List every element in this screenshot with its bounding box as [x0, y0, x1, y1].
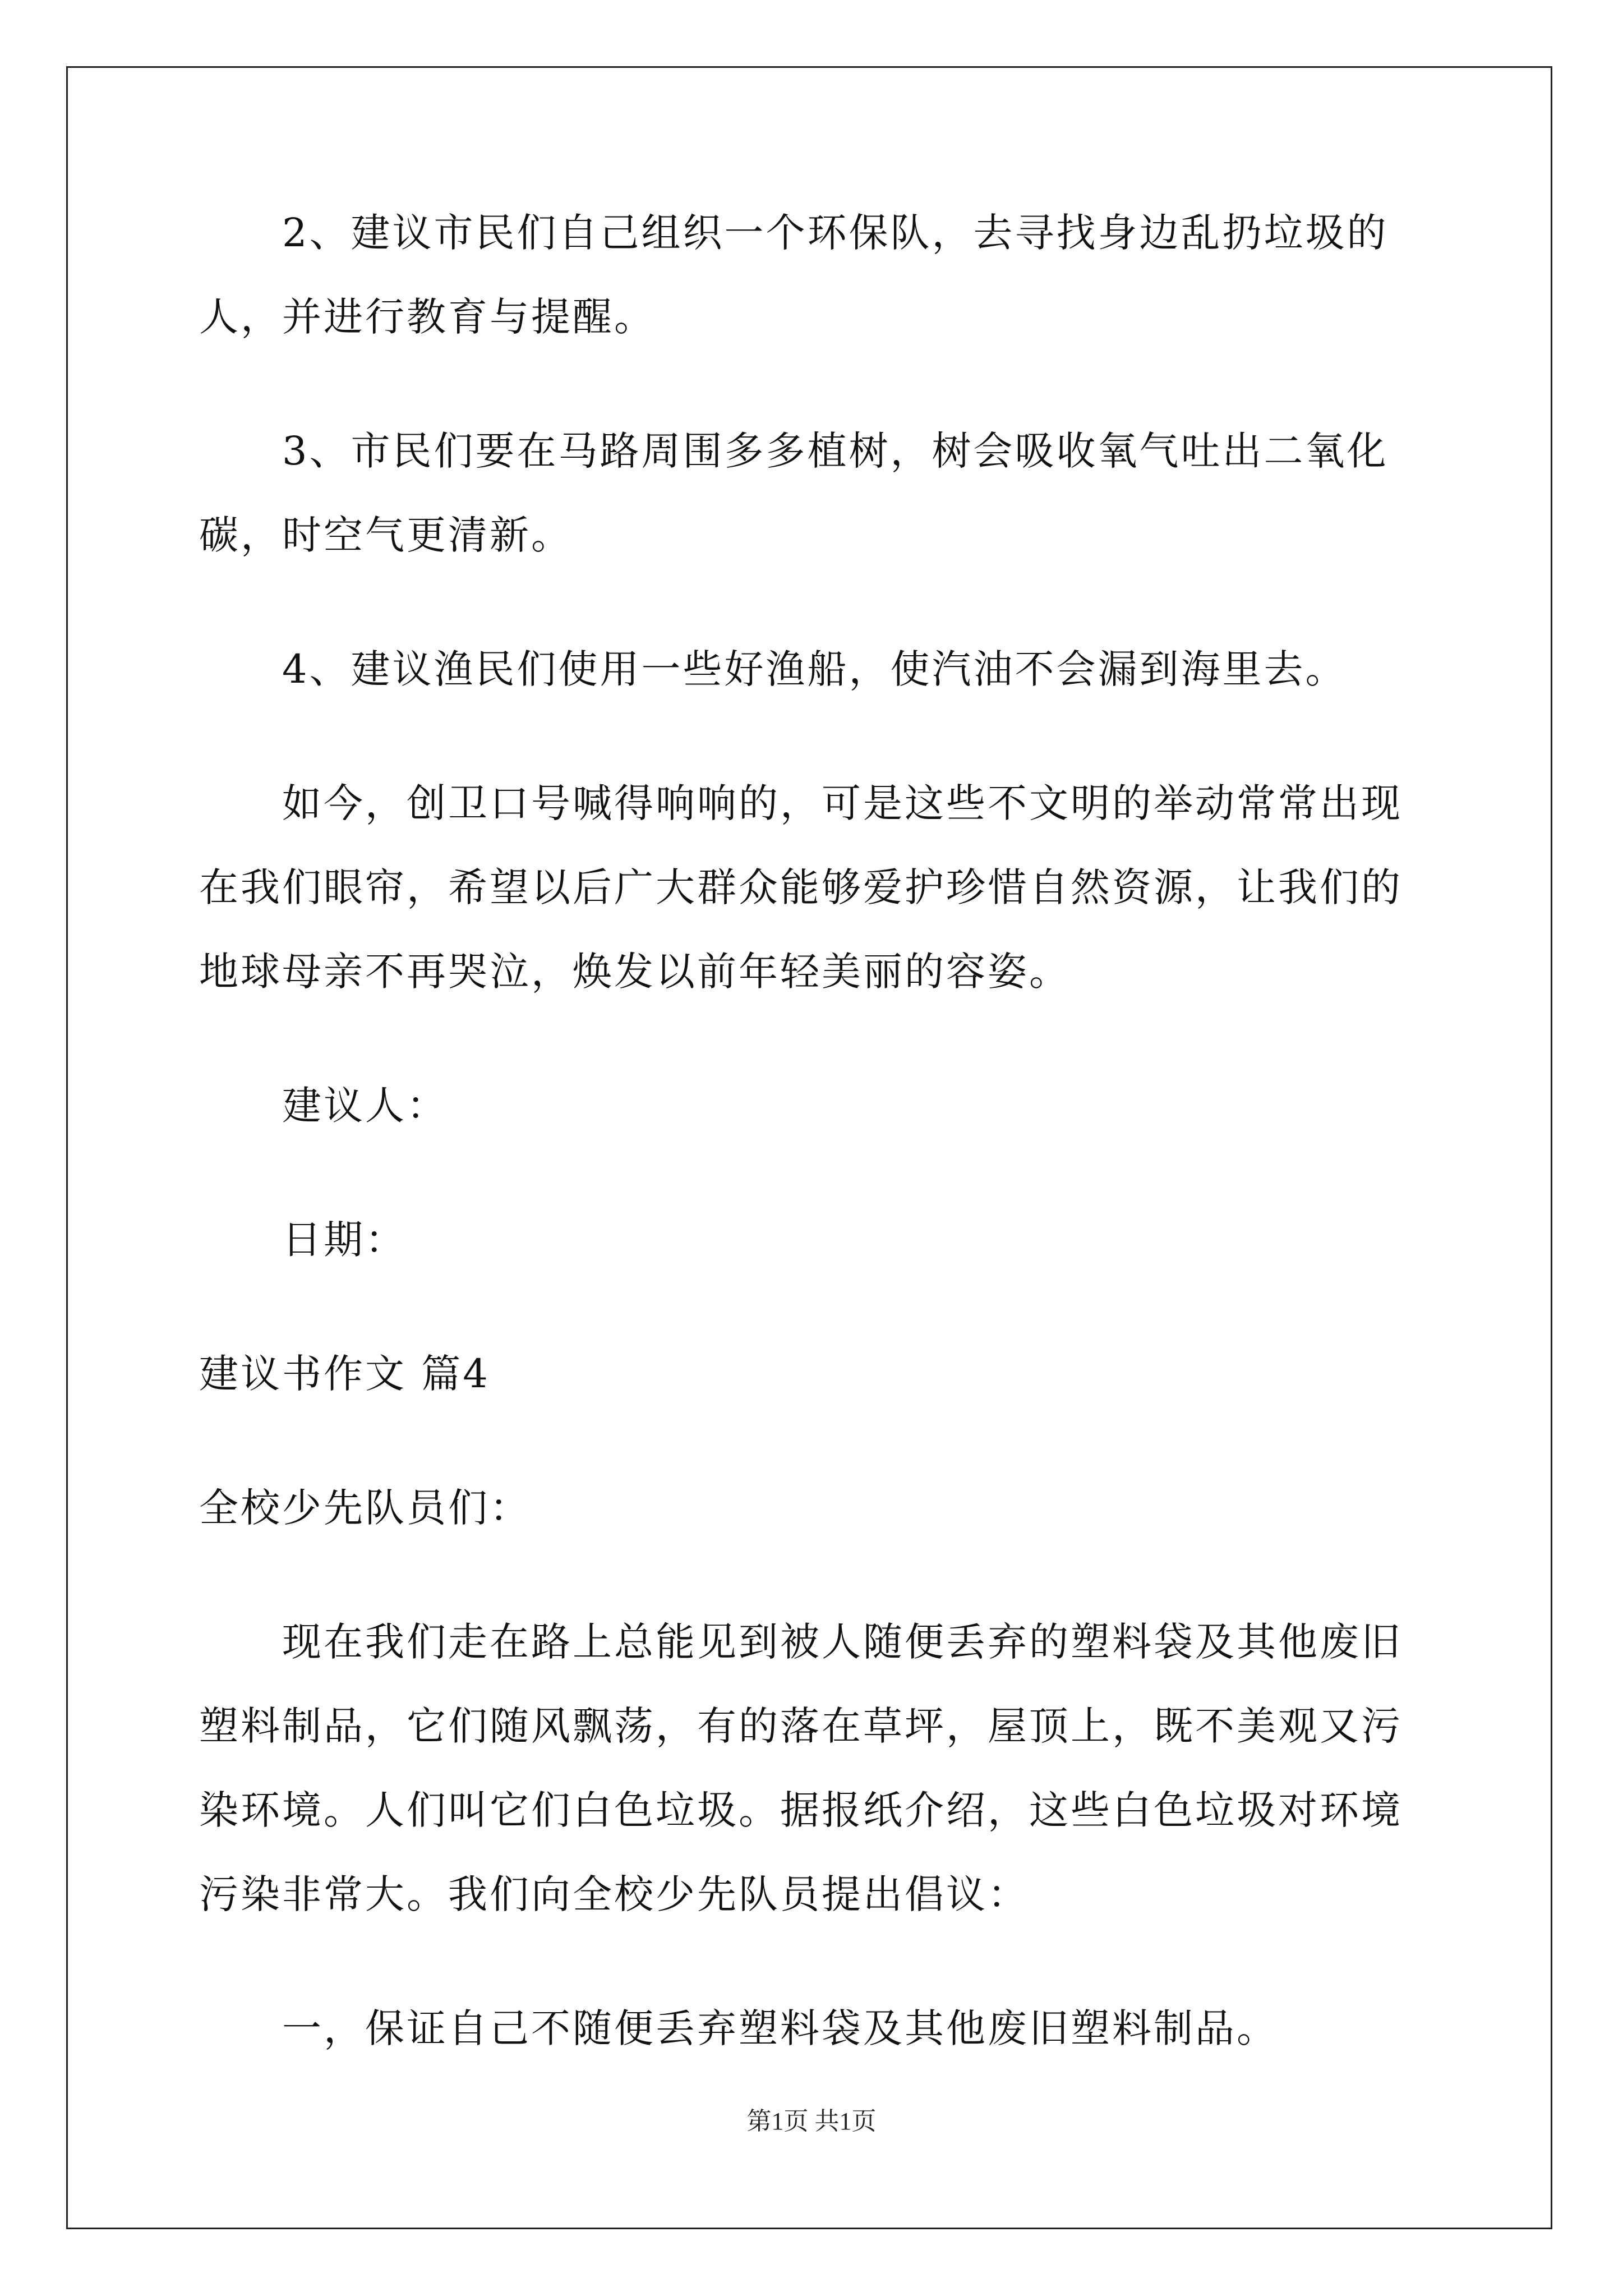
salutation: 全校少先队员们： [199, 1485, 531, 1531]
paragraph-suggestion-2: 2、建议市民们自己组织一个环保队，去寻找身边乱扔垃圾的人，并进行教育与提醒。 [199, 210, 1389, 340]
paragraph-suggestion-3: 3、市民们要在马路周围多多植树，树会吸收氧气吐出二氧化碳，时空气更清新。 [199, 428, 1389, 558]
paragraph-conclusion: 如今，创卫口号喊得响响的，可是这些不文明的举动常常出现在我们眼帘，希望以后广大群众能够爱护珍惜自然资源，让我们的地球母亲不再哭泣，焕发以前年轻美丽的容姿。 [199, 780, 1403, 995]
section-heading: 建议书作文 篇4 [199, 1351, 490, 1397]
paragraph-proposal-1: 一，保证自己不随便丢弃塑料袋及其他废旧塑料制品。 [282, 2005, 1278, 2051]
paragraph-suggestion-4: 4、建议渔民们使用一些好渔船，使汽油不会漏到海里去。 [282, 646, 1347, 692]
proposer-label: 建议人： [282, 1083, 448, 1129]
page-footer: 第1页 共1页 [746, 2108, 877, 2135]
date-label: 日期： [282, 1217, 407, 1263]
document-body [199, 191, 1433, 2120]
paragraph-intro: 现在我们走在路上总能见到被人随便丢弃的塑料袋及其他废旧塑料制品，它们随风飘荡，有的落在草坪，屋顶上，既不美观又污染环境。人们叫它们白色垃圾。据报纸介绍，这些白色垃圾对环境污染非常大。我们向全校少先队员提出倡议： [199, 1619, 1403, 1917]
